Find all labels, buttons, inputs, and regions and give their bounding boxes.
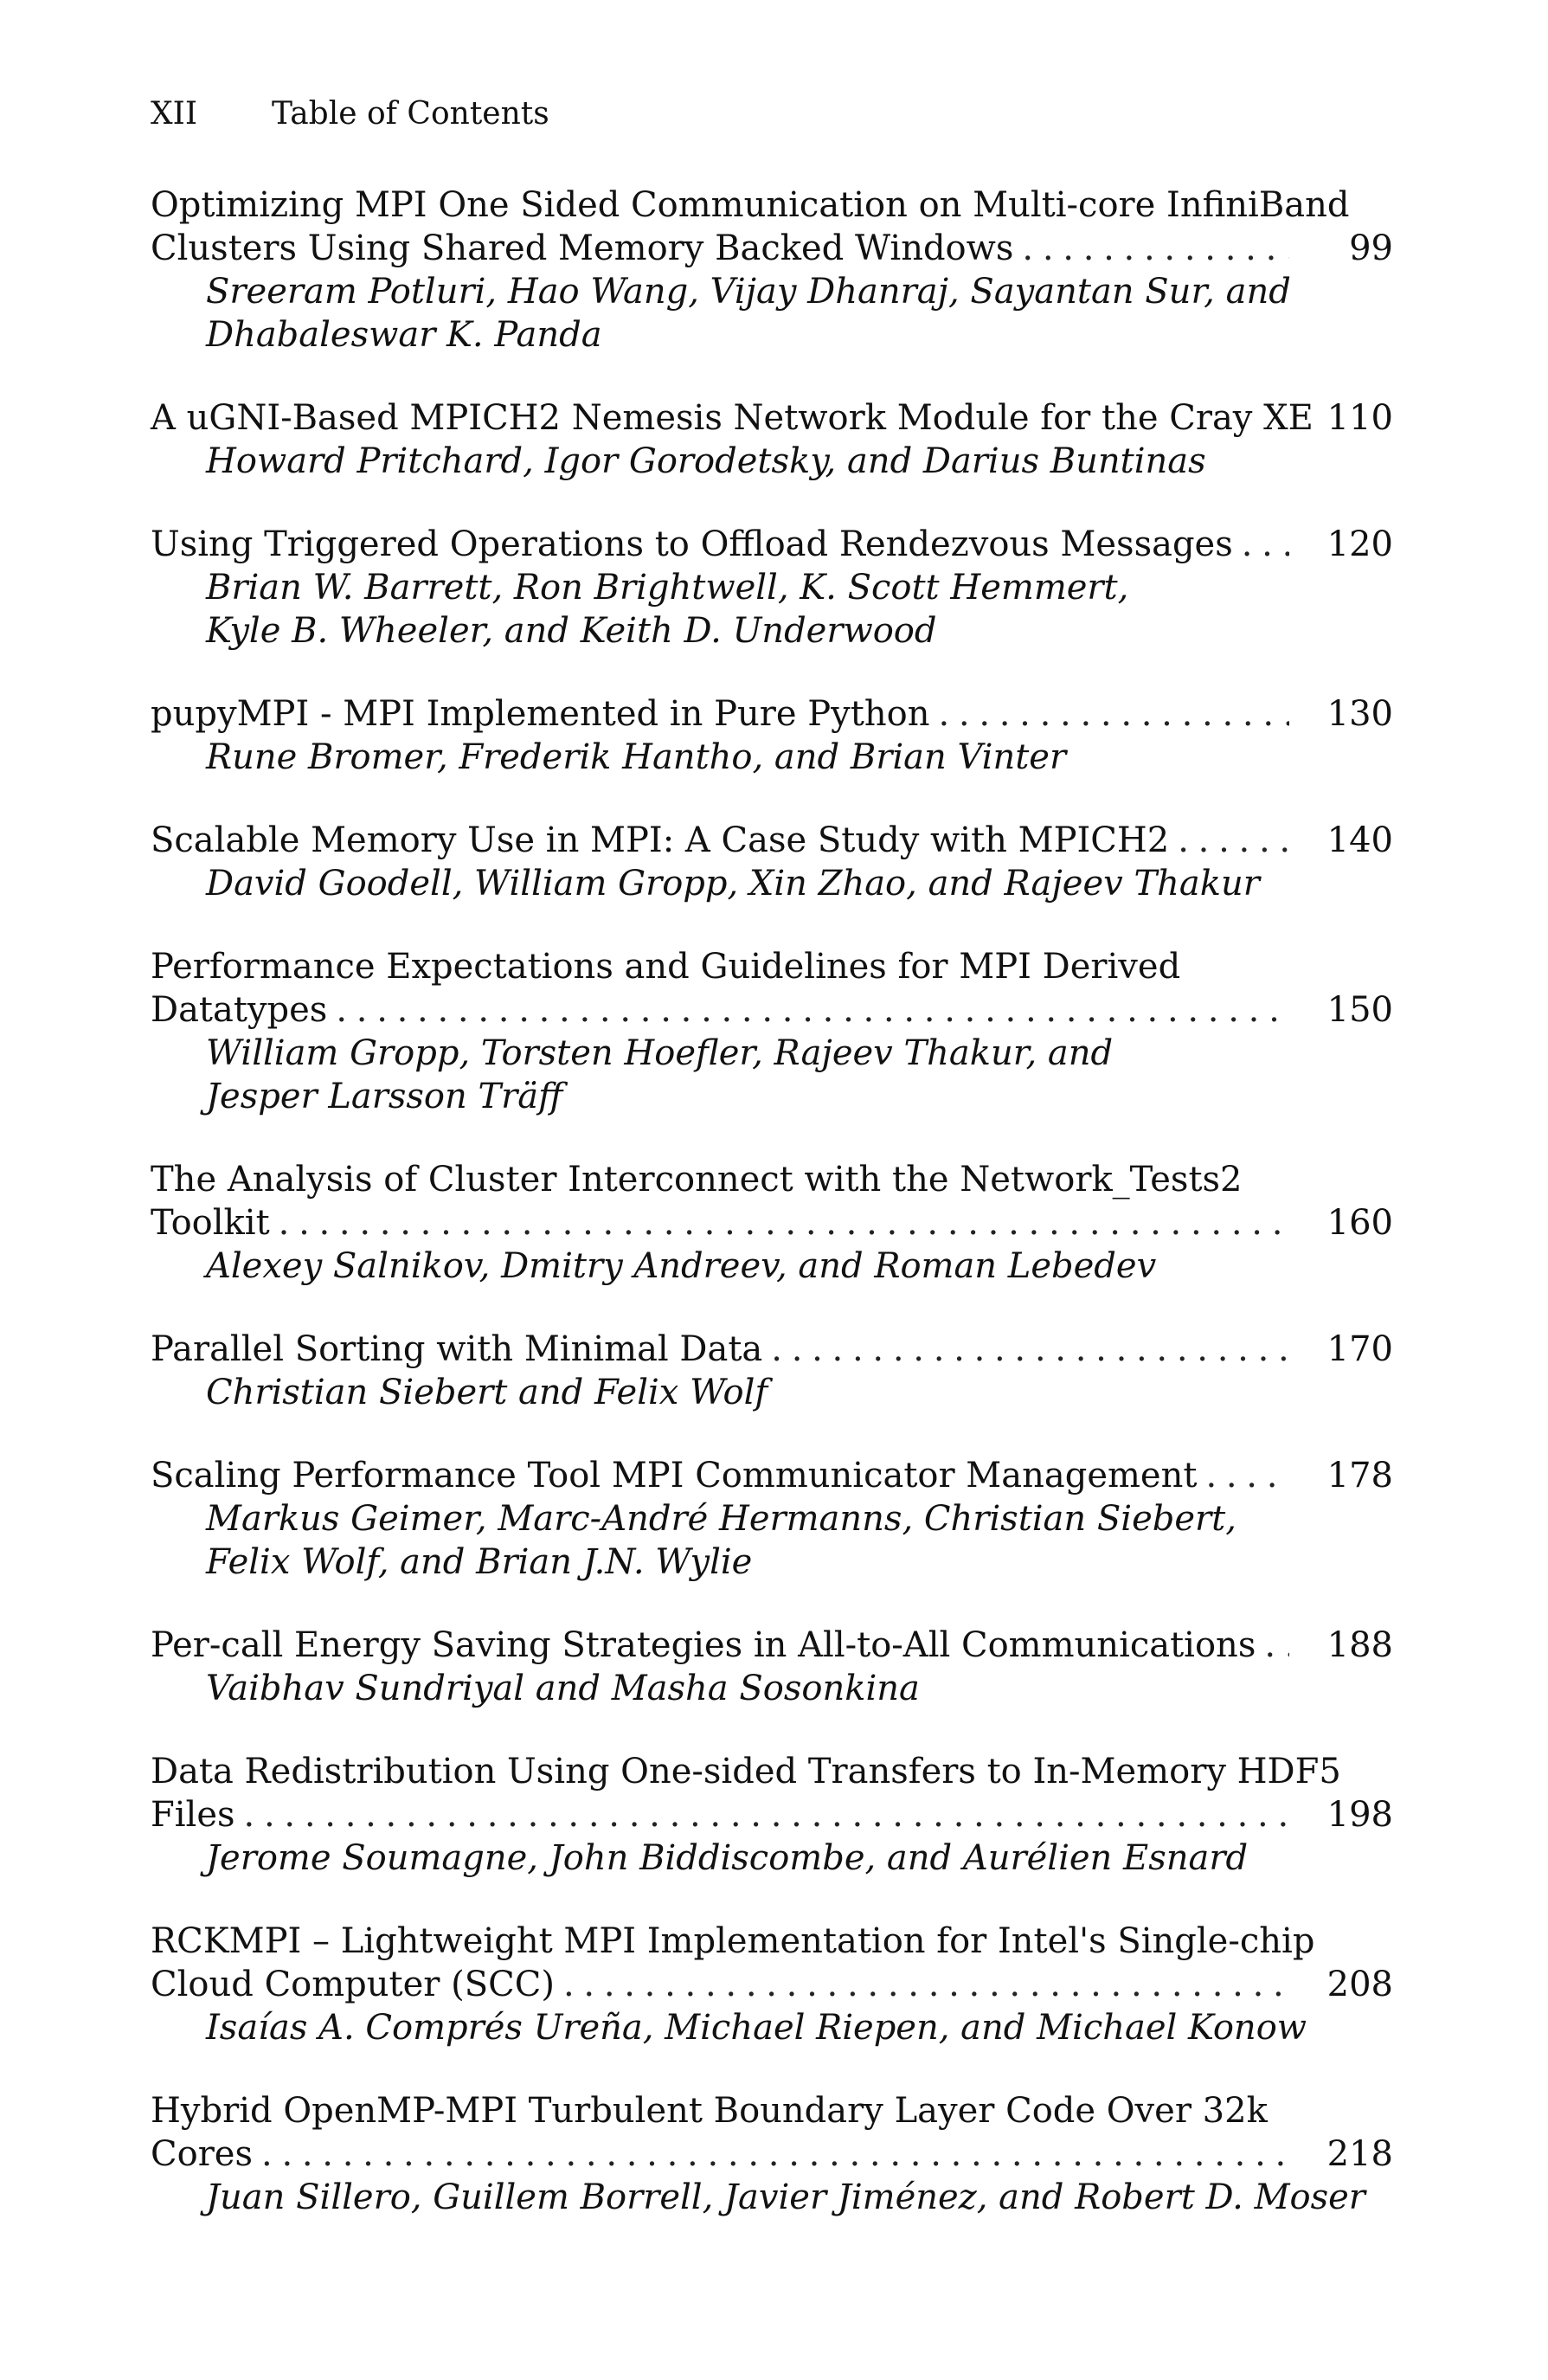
dot-leader: [771, 1328, 1289, 1371]
toc-entry[interactable]: [151, 1920, 1393, 2049]
header-page-number: XII: [151, 96, 198, 132]
entry-title-last-line: [151, 396, 1314, 440]
entry-title: [151, 1920, 1315, 2006]
entry-page-number: 208: [1326, 1965, 1393, 2004]
running-head: [151, 93, 549, 135]
entry-title: [151, 183, 1350, 270]
toc-entry[interactable]: [151, 1624, 1393, 1710]
entry-title-line: Per-call Energy Saving Strategies in All-to-All Communications: [151, 1625, 1256, 1665]
entry-author-line: Sreeram Potluri, Hao Wang, Vijay Dhanraj, Sayantan Sur, and: [206, 272, 1291, 312]
entry-title-line: Hybrid OpenMP-MPI Turbulent Boundary Layer Code Over 32k: [151, 2091, 1268, 2131]
entry-title-line: RCKMPI – Lightweight MPI Implementation for Intel's Single-chip: [151, 1921, 1315, 1961]
entry-title-line: Datatypes: [151, 990, 328, 1030]
entry-page-number: 110: [1326, 398, 1393, 438]
entry-title-row: [151, 945, 1393, 1032]
entry-title-line: Scaling Performance Tool MPI Communicator Management: [151, 1456, 1198, 1496]
entry-authors: [206, 270, 1331, 357]
entry-title: [151, 523, 1289, 566]
entry-title: [151, 1454, 1289, 1497]
entry-title-row: [151, 2089, 1393, 2176]
entry-title: [151, 819, 1289, 862]
entry-title-row: [151, 183, 1393, 270]
entry-authors: [206, 2176, 1365, 2219]
entry-title-line: The Analysis of Cluster Interconnect with the Network_Tests2: [151, 1160, 1243, 1200]
entry-title-row: [151, 1750, 1393, 1836]
dot-leader: [563, 1963, 1289, 2006]
entry-title: [151, 396, 1314, 440]
toc-entry[interactable]: [151, 819, 1393, 905]
header-title: Table of Contents: [272, 96, 549, 132]
entry-title-row: [151, 523, 1393, 566]
entry-page-number: 140: [1326, 820, 1393, 860]
toc-entry[interactable]: [151, 396, 1393, 483]
entry-page-number: 160: [1326, 1203, 1393, 1243]
entry-author-line: Christian Siebert and Felix Wolf: [206, 1373, 768, 1412]
toc-entry[interactable]: [151, 1750, 1393, 1880]
entry-title-line: Clusters Using Shared Memory Backed Windows: [151, 228, 1014, 268]
dot-leader: [336, 988, 1289, 1032]
entry-title-line: A uGNI-Based MPICH2 Nemesis Network Module for the Cray XE: [151, 398, 1314, 438]
entry-authors: [206, 2006, 1331, 2049]
dot-leader: [1242, 523, 1289, 566]
entry-authors: [206, 1245, 1331, 1288]
entry-title: [151, 692, 1289, 736]
entry-page-number: 99: [1349, 228, 1393, 268]
entry-title-line: Cloud Computer (SCC): [151, 1965, 555, 2004]
toc-entry[interactable]: [151, 523, 1393, 653]
entry-author-line: Markus Geimer, Marc-André Hermanns, Christian Siebert,: [206, 1499, 1236, 1539]
entry-author-line: Alexey Salnikov, Dmitry Andreev, and Roman Lebedev: [206, 1246, 1157, 1286]
entry-page-number: 170: [1326, 1329, 1393, 1369]
entry-title-line: Data Redistribution Using One-sided Transfers to In-Memory HDF5: [151, 1752, 1341, 1791]
entry-author-line: Rune Bromer, Frederik Hantho, and Brian Vinter: [206, 737, 1067, 777]
entry-title-row: [151, 1328, 1393, 1371]
entry-page-number: 150: [1326, 990, 1393, 1030]
entry-title-row: [151, 1454, 1393, 1497]
entry-page-number: 120: [1326, 524, 1393, 564]
entry-author-line: Jesper Larsson Träff: [206, 1077, 563, 1116]
dot-leader: [1022, 227, 1289, 270]
entry-author-line: Kyle B. Wheeler, and Keith D. Underwood: [206, 611, 937, 651]
entry-title: [151, 2089, 1289, 2176]
entry-title-last-line: [151, 1963, 1289, 2006]
entry-author-line: Howard Pritchard, Igor Gorodetsky, and Darius Buntinas: [206, 441, 1206, 481]
toc-entry[interactable]: [151, 1454, 1393, 1584]
entry-title: [151, 1750, 1341, 1836]
dot-leader: [279, 1201, 1289, 1245]
toc-entry[interactable]: [151, 183, 1393, 357]
entry-title: [151, 1328, 1289, 1371]
dot-leader: [244, 1793, 1289, 1836]
entry-authors: [206, 1836, 1331, 1880]
entry-authors: [206, 1371, 1331, 1414]
entry-title-last-line: [151, 692, 1289, 736]
entry-title-last-line: [151, 2132, 1289, 2176]
dot-leader: [1178, 819, 1289, 862]
entry-page-number: 218: [1326, 2134, 1393, 2174]
entry-title-row: [151, 692, 1393, 736]
entry-authors: [206, 1497, 1331, 1584]
entry-page-number: 198: [1326, 1795, 1393, 1835]
entry-title-line: Optimizing MPI One Sided Communication on Multi-core InfiniBand: [151, 185, 1350, 225]
toc-entry[interactable]: [151, 2089, 1393, 2219]
entry-title-line: Scalable Memory Use in MPI: A Case Study with MPICH2: [151, 820, 1170, 860]
entry-author-line: Isaías A. Comprés Ureña, Michael Riepen, and Michael Konow: [206, 2008, 1307, 2048]
entry-page-number: 188: [1326, 1625, 1393, 1665]
toc-entry[interactable]: [151, 945, 1393, 1118]
entry-author-line: Juan Sillero, Guillem Borrell, Javier Jiménez, and Robert D. Moser: [206, 2177, 1365, 2217]
entry-page-number: 130: [1326, 694, 1393, 734]
dot-leader: [938, 692, 1289, 736]
entry-page-number: 178: [1326, 1456, 1393, 1496]
table-of-contents: [151, 183, 1393, 2259]
entry-title-line: pupyMPI - MPI Implemented in Pure Python: [151, 694, 930, 734]
entry-title-last-line: [151, 523, 1289, 566]
entry-author-line: Dhabaleswar K. Panda: [206, 315, 602, 355]
entry-title-last-line: [151, 1201, 1289, 1245]
entry-title-line: Using Triggered Operations to Offload Rendezvous Messages: [151, 524, 1233, 564]
toc-entry[interactable]: [151, 1158, 1393, 1288]
entry-author-line: David Goodell, William Gropp, Xin Zhao, and Rajeev Thakur: [206, 864, 1260, 904]
entry-title-last-line: [151, 1454, 1289, 1497]
entry-title: [151, 1624, 1289, 1667]
dot-leader: [1264, 1624, 1289, 1667]
entry-title-row: [151, 819, 1393, 862]
entry-title-last-line: [151, 819, 1289, 862]
entry-authors: [206, 736, 1331, 779]
entry-title-row: [151, 1624, 1393, 1667]
entry-author-line: Jerome Soumagne, John Biddiscombe, and Aurélien Esnard: [206, 1838, 1249, 1878]
entry-title-last-line: [151, 1328, 1289, 1371]
entry-authors: [206, 1667, 1331, 1710]
entry-authors: [206, 566, 1331, 653]
entry-author-line: Felix Wolf, and Brian J.N. Wylie: [206, 1542, 753, 1582]
entry-title-last-line: [151, 988, 1289, 1032]
entry-title-last-line: [151, 227, 1289, 270]
dot-leader: [261, 2132, 1289, 2176]
entry-author-line: William Gropp, Torsten Hoefler, Rajeev Thakur, and: [206, 1033, 1114, 1073]
entry-title: [151, 945, 1289, 1032]
entry-author-line: Brian W. Barrett, Ron Brightwell, K. Scott Hemmert,: [206, 568, 1129, 608]
toc-entry[interactable]: [151, 692, 1393, 779]
entry-title-line: Files: [151, 1795, 235, 1835]
entry-title-row: [151, 1920, 1393, 2006]
entry-title-line: Cores: [151, 2134, 254, 2174]
entry-title-row: [151, 1158, 1393, 1245]
entry-title-row: [151, 396, 1393, 440]
entry-authors: [206, 862, 1331, 905]
toc-entry[interactable]: [151, 1328, 1393, 1414]
entry-author-line: Vaibhav Sundriyal and Masha Sosonkina: [206, 1669, 920, 1708]
entry-title-last-line: [151, 1793, 1289, 1836]
entry-title: [151, 1158, 1289, 1245]
entry-title-line: Performance Expectations and Guidelines for MPI Derived: [151, 947, 1181, 987]
entry-authors: [206, 1032, 1331, 1118]
entry-title-line: Toolkit: [151, 1203, 270, 1243]
entry-title-last-line: [151, 1624, 1289, 1667]
entry-authors: [206, 440, 1331, 483]
entry-title-line: Parallel Sorting with Minimal Data: [151, 1329, 763, 1369]
dot-leader: [1205, 1454, 1289, 1497]
